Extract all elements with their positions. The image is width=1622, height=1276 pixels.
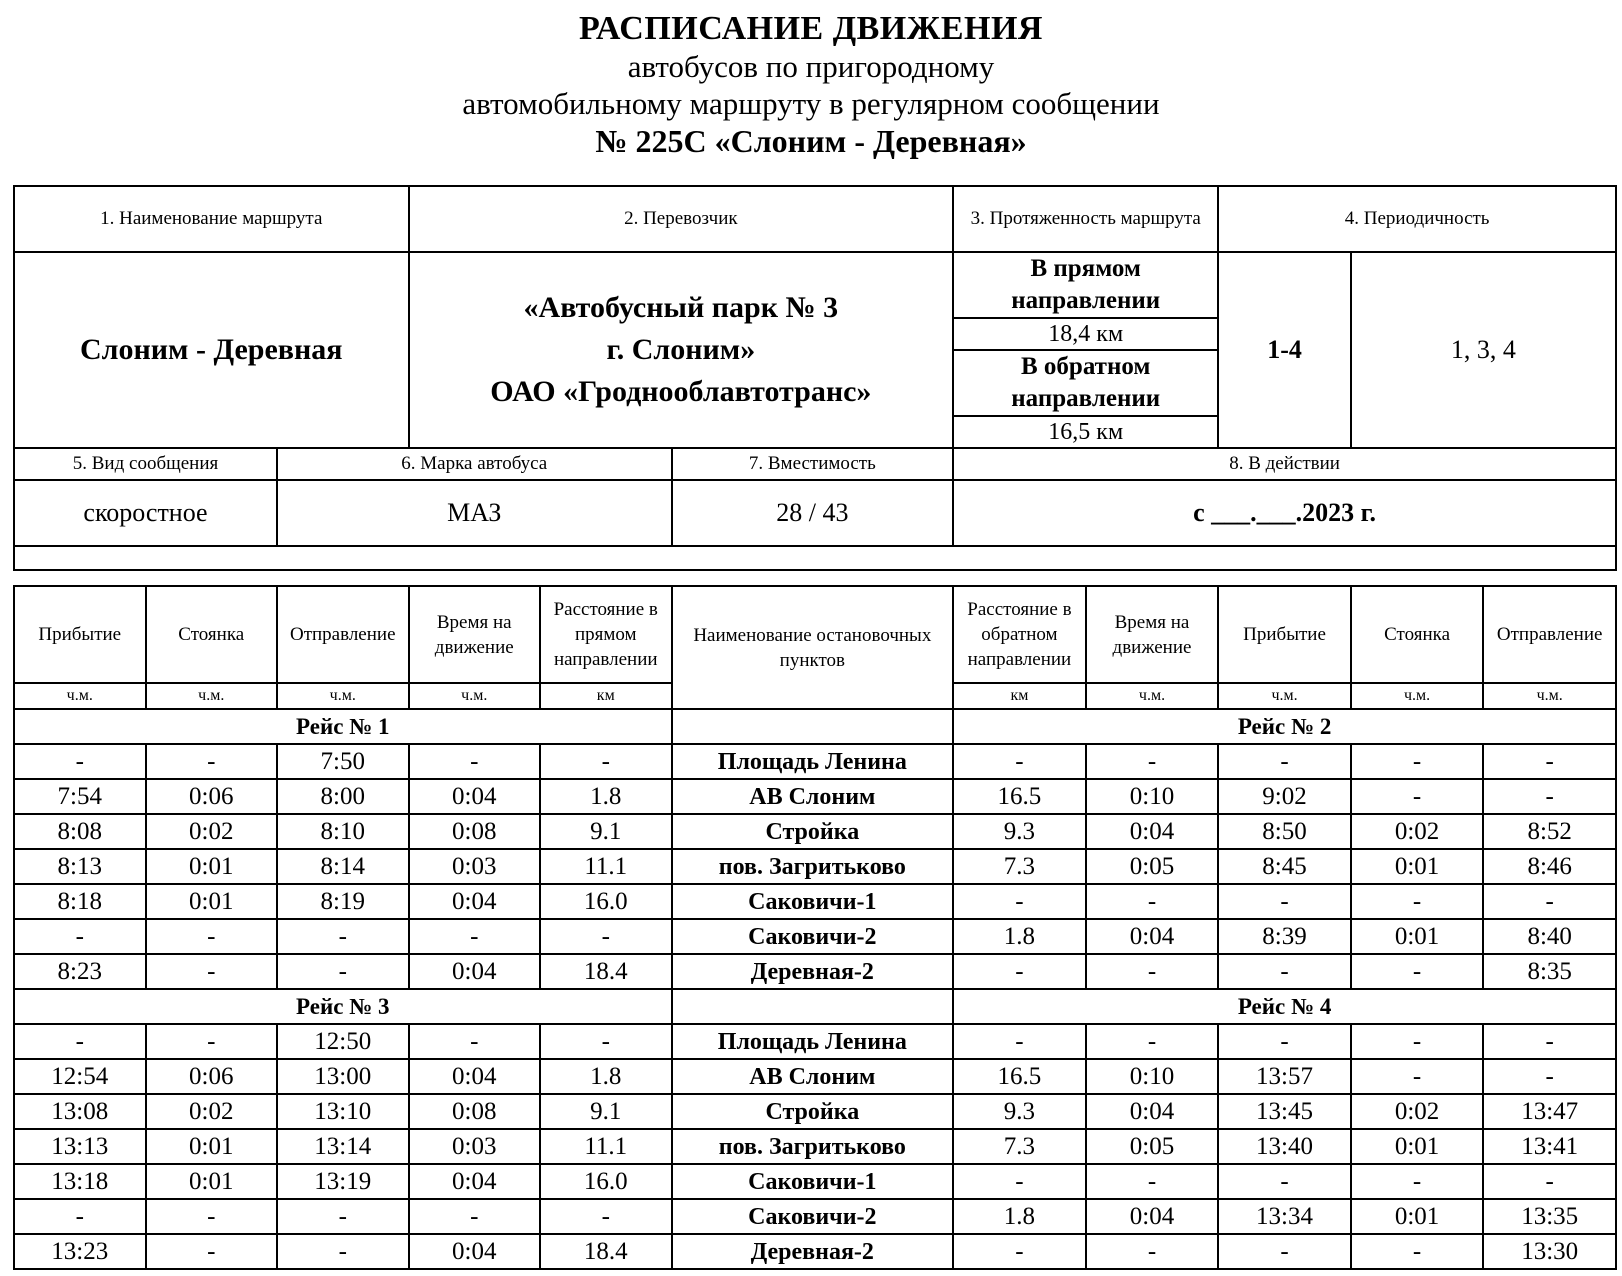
- schedule-cell: 9:02: [1218, 779, 1351, 814]
- schedule-cell: 7.3: [953, 849, 1086, 884]
- schedule-cell: -: [1483, 1059, 1616, 1094]
- schedule-cell: 8:10: [277, 814, 409, 849]
- stop-name-cell: Деревная-2: [672, 1234, 954, 1269]
- schedule-cell: 8:35: [1483, 954, 1616, 989]
- schedule-cell: 13:10: [277, 1094, 409, 1129]
- schedule-cell: 13:45: [1218, 1094, 1351, 1129]
- bus-make-value: МАЗ: [277, 480, 672, 546]
- schedule-cell: 8:40: [1483, 919, 1616, 954]
- schedule-cell: 0:02: [146, 1094, 278, 1129]
- col-arrival: Прибытие: [14, 586, 146, 683]
- schedule-cell: -: [1218, 1234, 1351, 1269]
- column-header-row: [14, 586, 1616, 683]
- stop-name-cell: Саковичи-2: [672, 919, 954, 954]
- schedule-cell: -: [14, 744, 146, 779]
- route-name-value: Слоним - Деревная: [14, 252, 409, 448]
- schedule-cell: 0:01: [1351, 1129, 1484, 1164]
- schedule-cell: 13:34: [1218, 1199, 1351, 1234]
- unit-cell: ч.м.: [1351, 683, 1484, 709]
- label-valid-from: 8. В действии: [953, 448, 1616, 480]
- schedule-cell: -: [146, 919, 278, 954]
- schedule-cell: 8:45: [1218, 849, 1351, 884]
- schedule-cell: 0:10: [1086, 1059, 1219, 1094]
- trip-header-gap: [672, 709, 954, 744]
- schedule-row: [14, 1129, 1616, 1164]
- schedule-cell: -: [1218, 884, 1351, 919]
- schedule-row: [14, 919, 1616, 954]
- trip-header-gap: [672, 989, 954, 1024]
- stop-name-cell: Саковичи-2: [672, 1199, 954, 1234]
- schedule-cell: 11.1: [540, 1129, 672, 1164]
- schedule-cell: 0:01: [1351, 1199, 1484, 1234]
- carrier-line-2: г. Слоним»: [606, 333, 756, 366]
- schedule-cell: 0:01: [1351, 919, 1484, 954]
- schedule-cell: 1.8: [540, 779, 672, 814]
- stop-name-cell: Площадь Ленина: [672, 744, 954, 779]
- unit-cell: ч.м.: [1218, 683, 1351, 709]
- schedule-cell: 0:04: [1086, 1199, 1219, 1234]
- schedule-cell: -: [953, 954, 1086, 989]
- carrier-value: [409, 252, 954, 448]
- schedule-cell: 16.5: [953, 779, 1086, 814]
- schedule-cell: -: [953, 744, 1086, 779]
- schedule-cell: -: [146, 744, 278, 779]
- col-distance-reverse: Расстояние в обратном направлении: [953, 586, 1086, 683]
- schedule-cell: 0:08: [409, 1094, 541, 1129]
- schedule-row: [14, 954, 1616, 989]
- schedule-cell: 0:02: [1351, 1094, 1484, 1129]
- schedule-row: [14, 1059, 1616, 1094]
- schedule-cell: -: [146, 954, 278, 989]
- schedule-cell: -: [409, 1024, 541, 1059]
- schedule-cell: 8:50: [1218, 814, 1351, 849]
- stop-name-cell: Стройка: [672, 814, 954, 849]
- document-header: [0, 10, 1622, 160]
- unit-cell: ч.м.: [277, 683, 409, 709]
- schedule-cell: 9.3: [953, 814, 1086, 849]
- schedule-cell: 0:04: [1086, 919, 1219, 954]
- document-subtitle-2: автомобильному маршруту в регулярном сообщении: [462, 86, 1160, 121]
- schedule-cell: 8:00: [277, 779, 409, 814]
- schedule-cell: 9.3: [953, 1094, 1086, 1129]
- col-stay: Стоянка: [146, 586, 278, 683]
- stop-name-cell: пов. Загритьково: [672, 1129, 954, 1164]
- unit-cell: ч.м.: [1483, 683, 1616, 709]
- schedule-cell: -: [540, 919, 672, 954]
- schedule-cell: 0:04: [409, 1234, 541, 1269]
- schedule-cell: 7:50: [277, 744, 409, 779]
- forward-distance: 18,4 км: [953, 318, 1218, 350]
- schedule-cell: 8:08: [14, 814, 146, 849]
- schedule-cell: 1.8: [953, 1199, 1086, 1234]
- schedule-row: [14, 744, 1616, 779]
- schedule-cell: 16.0: [540, 1164, 672, 1199]
- schedule-cell: 13:14: [277, 1129, 409, 1164]
- periodicity-days: 1-4: [1218, 252, 1351, 448]
- schedule-cell: -: [540, 1024, 672, 1059]
- schedule-cell: 8:23: [14, 954, 146, 989]
- trip-header-row-1: [14, 709, 1616, 744]
- schedule-cell: 13:23: [14, 1234, 146, 1269]
- schedule-cell: -: [1086, 954, 1219, 989]
- schedule-cell: 13:08: [14, 1094, 146, 1129]
- schedule-cell: 0:05: [1086, 1129, 1219, 1164]
- schedule-cell: -: [409, 1199, 541, 1234]
- schedule-cell: 0:06: [146, 1059, 278, 1094]
- unit-cell: ч.м.: [146, 683, 278, 709]
- schedule-cell: 9.1: [540, 814, 672, 849]
- schedule-cell: -: [409, 919, 541, 954]
- schedule-cell: -: [14, 1024, 146, 1059]
- stop-name-cell: Деревная-2: [672, 954, 954, 989]
- unit-cell: ч.м.: [1086, 683, 1219, 709]
- schedule-cell: 0:01: [146, 849, 278, 884]
- schedule-cell: 0:04: [409, 884, 541, 919]
- schedule-cell: 0:02: [146, 814, 278, 849]
- service-type-value: скоростное: [14, 480, 277, 546]
- schedule-cell: -: [1483, 744, 1616, 779]
- schedule-cell: -: [953, 1024, 1086, 1059]
- col-distance-forward: Расстояние в прямом направлении: [540, 586, 672, 683]
- schedule-cell: 0:04: [409, 779, 541, 814]
- schedule-cell: -: [146, 1199, 278, 1234]
- col-travel-time-reverse: Время на движение: [1086, 586, 1219, 683]
- schedule-row: [14, 1199, 1616, 1234]
- stop-name-cell: Площадь Ленина: [672, 1024, 954, 1059]
- label-route-length: 3. Протяженность маршрута: [953, 186, 1218, 252]
- schedule-cell: 7.3: [953, 1129, 1086, 1164]
- schedule-cell: 0:04: [1086, 814, 1219, 849]
- schedule-cell: 1.8: [540, 1059, 672, 1094]
- schedule-cell: -: [277, 919, 409, 954]
- schedule-cell: -: [1086, 1024, 1219, 1059]
- schedule-cell: -: [1351, 779, 1484, 814]
- schedule-cell: -: [1351, 744, 1484, 779]
- unit-cell: ч.м.: [409, 683, 541, 709]
- schedule-cell: -: [1218, 954, 1351, 989]
- schedule-cell: 7:54: [14, 779, 146, 814]
- schedule-cell: -: [1218, 1024, 1351, 1059]
- schedule-cell: 0:05: [1086, 849, 1219, 884]
- schedule-row: [14, 884, 1616, 919]
- schedule-cell: 0:04: [1086, 1094, 1219, 1129]
- schedule-cell: -: [1218, 1164, 1351, 1199]
- trip-label-3: Рейс № 3: [14, 989, 672, 1024]
- schedule-cell: 9.1: [540, 1094, 672, 1129]
- schedule-cell: 8:14: [277, 849, 409, 884]
- schedule-table: [13, 585, 1617, 1270]
- schedule-cell: 0:04: [409, 1164, 541, 1199]
- schedule-cell: 0:04: [409, 1059, 541, 1094]
- stop-name-cell: Стройка: [672, 1094, 954, 1129]
- valid-from-value: с ___.___.2023 г.: [953, 480, 1616, 546]
- label-service-type: 5. Вид сообщения: [14, 448, 277, 480]
- schedule-cell: 8:19: [277, 884, 409, 919]
- trip-label-1: Рейс № 1: [14, 709, 672, 744]
- schedule-cell: 0:08: [409, 814, 541, 849]
- col-departure: Отправление: [277, 586, 409, 683]
- schedule-cell: -: [1086, 744, 1219, 779]
- col-stay-reverse: Стоянка: [1351, 586, 1484, 683]
- document-subtitle-1: автобусов по пригородному: [627, 49, 995, 84]
- reverse-distance: 16,5 км: [953, 416, 1218, 448]
- schedule-row: [14, 779, 1616, 814]
- label-bus-make: 6. Марка автобуса: [277, 448, 672, 480]
- schedule-cell: 13:40: [1218, 1129, 1351, 1164]
- schedule-cell: -: [146, 1234, 278, 1269]
- col-arrival-reverse: Прибытие: [1218, 586, 1351, 683]
- trip-label-2: Рейс № 2: [953, 709, 1616, 744]
- schedule-row: [14, 1024, 1616, 1059]
- schedule-cell: -: [409, 744, 541, 779]
- stop-name-cell: АВ Слоним: [672, 1059, 954, 1094]
- schedule-cell: -: [14, 919, 146, 954]
- schedule-row: [14, 1234, 1616, 1269]
- schedule-cell: -: [1351, 884, 1484, 919]
- spacer-row: [14, 546, 1616, 570]
- schedule-cell: 18.4: [540, 954, 672, 989]
- schedule-cell: 13:35: [1483, 1199, 1616, 1234]
- schedule-cell: 1.8: [953, 919, 1086, 954]
- carrier-line-1: «Автобусный парк № 3: [523, 291, 839, 324]
- schedule-cell: 13:18: [14, 1164, 146, 1199]
- capacity-value: 28 / 43: [672, 480, 954, 546]
- schedule-cell: -: [1086, 1234, 1219, 1269]
- schedule-cell: -: [1351, 954, 1484, 989]
- periodicity-list: 1, 3, 4: [1351, 252, 1616, 448]
- schedule-cell: -: [953, 884, 1086, 919]
- schedule-cell: -: [14, 1199, 146, 1234]
- schedule-cell: -: [953, 1164, 1086, 1199]
- schedule-cell: 0:10: [1086, 779, 1219, 814]
- schedule-cell: -: [1086, 1164, 1219, 1199]
- schedule-cell: -: [277, 1199, 409, 1234]
- stop-name-cell: АВ Слоним: [672, 779, 954, 814]
- col-travel-time: Время на движение: [409, 586, 541, 683]
- schedule-cell: -: [146, 1024, 278, 1059]
- schedule-cell: 8:39: [1218, 919, 1351, 954]
- schedule-cell: -: [1351, 1024, 1484, 1059]
- schedule-cell: 8:52: [1483, 814, 1616, 849]
- schedule-cell: -: [277, 1234, 409, 1269]
- col-departure-reverse: Отправление: [1483, 586, 1616, 683]
- label-periodicity: 4. Периодичность: [1218, 186, 1616, 252]
- col-stop-name: Наименование остановочных пунктов: [672, 586, 954, 709]
- schedule-cell: -: [1351, 1234, 1484, 1269]
- schedule-cell: 0:01: [1351, 849, 1484, 884]
- schedule-cell: 13:00: [277, 1059, 409, 1094]
- label-route-name: 1. Наименование маршрута: [14, 186, 409, 252]
- stop-name-cell: Саковичи-1: [672, 1164, 954, 1199]
- schedule-cell: 0:04: [409, 954, 541, 989]
- schedule-cell: -: [277, 954, 409, 989]
- trip-label-4: Рейс № 4: [953, 989, 1616, 1024]
- schedule-cell: 0:01: [146, 1129, 278, 1164]
- trips-1-2-body: [14, 744, 1616, 989]
- schedule-cell: 16.0: [540, 884, 672, 919]
- stop-name-cell: пов. Загритьково: [672, 849, 954, 884]
- stop-name-cell: Саковичи-1: [672, 884, 954, 919]
- schedule-cell: 0:02: [1351, 814, 1484, 849]
- schedule-row: [14, 814, 1616, 849]
- schedule-cell: 13:41: [1483, 1129, 1616, 1164]
- trips-3-4-body: [14, 1024, 1616, 1269]
- schedule-cell: 8:18: [14, 884, 146, 919]
- schedule-cell: -: [540, 744, 672, 779]
- trip-header-row-2: [14, 989, 1616, 1024]
- schedule-cell: -: [1351, 1059, 1484, 1094]
- schedule-cell: 0:06: [146, 779, 278, 814]
- schedule-row: [14, 849, 1616, 884]
- schedule-cell: 0:03: [409, 849, 541, 884]
- unit-cell: км: [953, 683, 1086, 709]
- schedule-cell: 13:57: [1218, 1059, 1351, 1094]
- schedule-cell: 0:01: [146, 884, 278, 919]
- schedule-row: [14, 1094, 1616, 1129]
- schedule-cell: 13:13: [14, 1129, 146, 1164]
- label-capacity: 7. Вместимость: [672, 448, 954, 480]
- document-title: РАСПИСАНИЕ ДВИЖЕНИЯ: [579, 10, 1043, 47]
- schedule-cell: -: [1086, 884, 1219, 919]
- schedule-cell: -: [1483, 779, 1616, 814]
- route-number-title: № 225С «Слоним - Деревная»: [595, 123, 1027, 159]
- schedule-cell: -: [1218, 744, 1351, 779]
- schedule-cell: -: [1351, 1164, 1484, 1199]
- unit-cell: ч.м.: [14, 683, 146, 709]
- schedule-cell: -: [1483, 884, 1616, 919]
- label-carrier: 2. Перевозчик: [409, 186, 954, 252]
- schedule-cell: -: [1483, 1164, 1616, 1199]
- schedule-cell: 18.4: [540, 1234, 672, 1269]
- schedule-cell: 16.5: [953, 1059, 1086, 1094]
- schedule-cell: 0:01: [146, 1164, 278, 1199]
- schedule-cell: -: [1483, 1024, 1616, 1059]
- schedule-cell: 0:03: [409, 1129, 541, 1164]
- route-info-table: [13, 185, 1617, 571]
- forward-direction-label: В прямом направлении: [953, 252, 1218, 318]
- schedule-cell: 12:54: [14, 1059, 146, 1094]
- schedule-cell: 13:19: [277, 1164, 409, 1199]
- unit-cell: км: [540, 683, 672, 709]
- schedule-cell: 11.1: [540, 849, 672, 884]
- schedule-cell: 12:50: [277, 1024, 409, 1059]
- schedule-cell: 13:30: [1483, 1234, 1616, 1269]
- reverse-direction-label: В обратном направлении: [953, 350, 1218, 416]
- schedule-cell: -: [953, 1234, 1086, 1269]
- carrier-line-3: ОАО «Гроднооблавтотранс»: [490, 375, 872, 408]
- schedule-cell: -: [540, 1199, 672, 1234]
- schedule-row: [14, 1164, 1616, 1199]
- schedule-cell: 8:46: [1483, 849, 1616, 884]
- schedule-cell: 8:13: [14, 849, 146, 884]
- schedule-cell: 13:47: [1483, 1094, 1616, 1129]
